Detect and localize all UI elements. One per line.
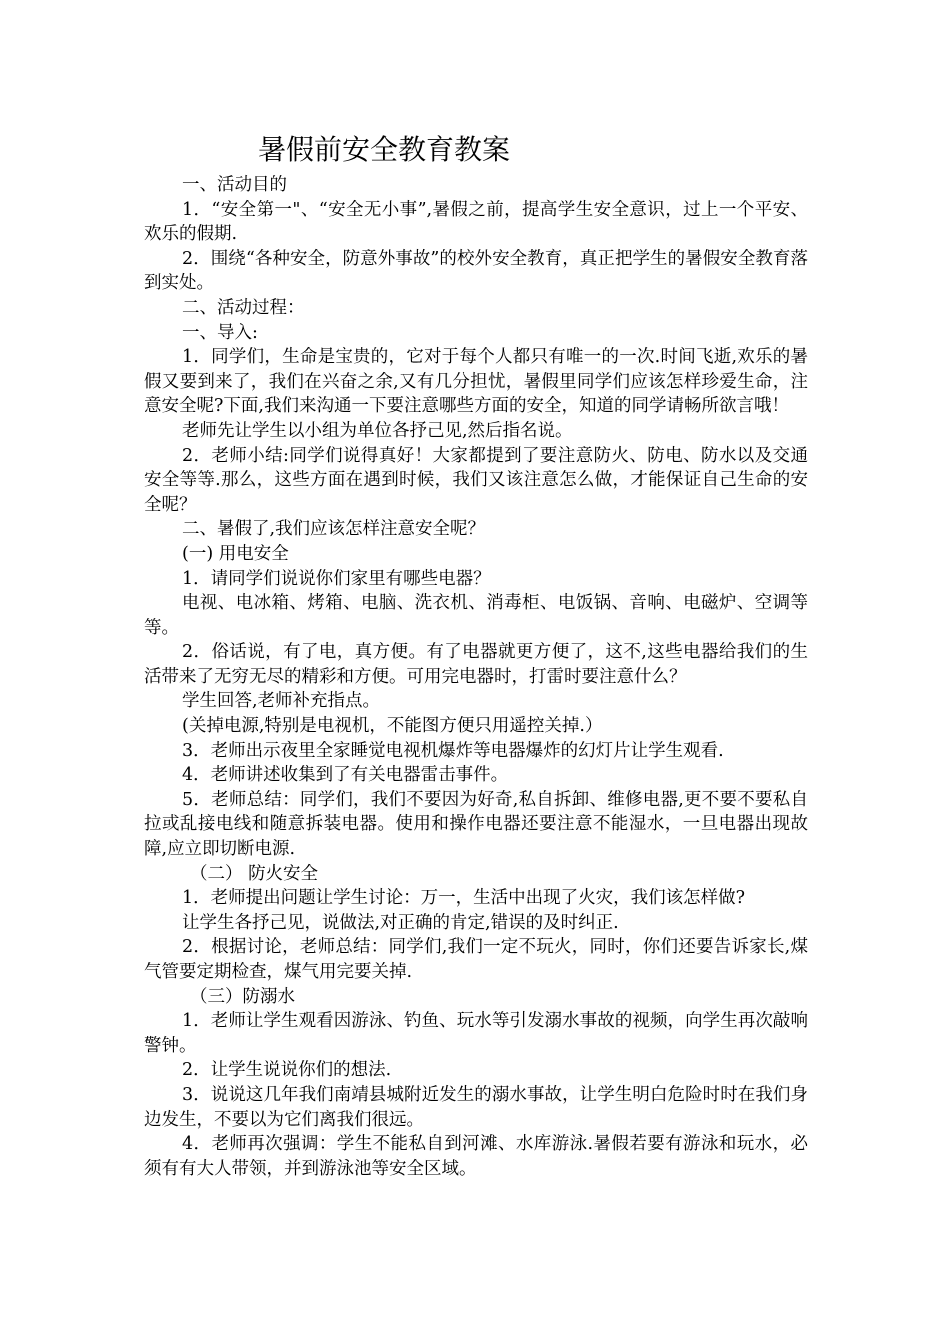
paragraph: 1．老师让学生观看因游泳、钓鱼、玩水等引发溺水事故的视频，向学生再次敲响警钟。 xyxy=(144,1011,808,1056)
paragraph: 2．老师小结:同学们说得真好！大家都提到了要注意防火、防电、防水以及交通安全等等.那么，这些方面在遇到时候，我们又该注意怎么做，才能保证自己生命的安全呢？ xyxy=(144,445,808,515)
paragraph: 1．“安全第一"、“安全无小事”,暑假之前，提高学生安全意识，过上一个平安、欢乐的假期. xyxy=(144,199,808,245)
paragraph: 5．老师总结：同学们，我们不要因为好奇,私自拆卸、维修电器,更不要不要私自拉或乱接电线和随意拆装电器。使用和操作电器还要注意不能湿水，一旦电器出现故障,应立即切断电源. xyxy=(144,789,808,860)
document-body xyxy=(144,173,808,1181)
document-title: 暑假前安全教育教案 xyxy=(258,133,511,166)
paragraph: 1．老师提出问题让学生讨论：万一，生活中出现了火灾，我们该怎样做? xyxy=(182,888,746,909)
paragraph: 4．老师再次强调：学生不能私自到河滩、水库游泳.暑假若要有游泳和玩水，必须有有大人带领，并到游泳池等安全区域。 xyxy=(144,1134,808,1179)
section-heading-intro: 一、导入: xyxy=(182,322,258,343)
subsection-heading-fire: （二） 防火安全 xyxy=(190,863,319,884)
section-heading-safety: 二、暑假了,我们应该怎样注意安全呢？ xyxy=(182,519,486,540)
paragraph: 1．同学们，生命是宝贵的，它对于每个人都只有唯一的一次.时间飞逝,欢乐的暑假又要到来了，我们在兴奋之余,又有几分担忧，暑假里同学们应该怎样珍爱生命，注意安全呢?下面,我们来沟通一下要注意哪些方面的安全，知道的同学请畅所欲言哦！ xyxy=(144,347,808,417)
paragraph: 老师先让学生以小组为单位各抒己见,然后指名说。 xyxy=(182,420,573,441)
paragraph: 2．围绕“各种安全，防意外事故”的校外安全教育，真正把学生的暑假安全教育落到实处。 xyxy=(144,248,808,294)
paragraph: 2．让学生说说你们的想法. xyxy=(182,1060,392,1081)
paragraph: 3．老师出示夜里全家睡觉电视机爆炸等电器爆炸的幻灯片让学生观看. xyxy=(182,740,724,761)
section-heading-purpose: 一、活动目的 xyxy=(182,175,287,195)
paragraph: 2．根据讨论，老师总结：同学们,我们一定不玩火，同时，你们还要告诉家长,煤气管要定期检查，煤气用完要关掉. xyxy=(144,937,808,982)
paragraph: 电视、电冰箱、烤箱、电脑、洗衣机、消毒柜、电饭锅、音响、电磁炉、空调等等。 xyxy=(144,593,808,638)
paragraph: (关掉电源,特别是电视机，不能图方便只用遥控关掉.） xyxy=(182,716,603,737)
paragraph: 3．说说这几年我们南靖县城附近发生的溺水事故，让学生明白危险时时在我们身边发生，不要以为它们离我们很远。 xyxy=(144,1084,808,1130)
subsection-heading-electricity: (一) 用电安全 xyxy=(182,543,289,564)
paragraph: 2．俗话说，有了电，真方便。有了电器就更方便了，这不,这些电器给我们的生活带来了无穷无尽的精彩和方便。可用完电器时，打雷时要注意什么？ xyxy=(144,642,808,687)
paragraph: 4．老师讲述收集到了有关电器雷击事件。 xyxy=(182,765,509,786)
subsection-heading-drowning: （三）防溺水 xyxy=(190,986,295,1007)
section-heading-process: 二、活动过程： xyxy=(182,297,305,318)
paragraph: 1．请同学们说说你们家里有哪些电器？ xyxy=(182,568,491,589)
paragraph: 学生回答,老师补充指点。 xyxy=(182,691,381,712)
paragraph: 让学生各抒己见，说做法,对正确的肯定,错误的及时纠正. xyxy=(182,912,619,933)
